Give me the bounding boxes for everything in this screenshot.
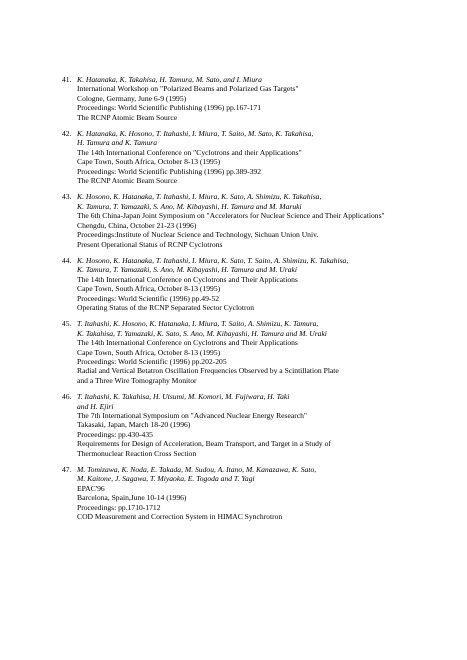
reference-number: 45. bbox=[62, 319, 72, 329]
reference-entry bbox=[62, 256, 454, 312]
reference-entry bbox=[62, 192, 454, 248]
reference-detail-line: Proceedings: World Scientific (1996) pp.49-52 bbox=[77, 293, 220, 303]
reference-detail-line: Operating Status of the RCNP Separated Sector Cyclotron bbox=[77, 302, 255, 312]
reference-detail-line: The 14th International Conference on Cyclotrons and Their Applications bbox=[77, 274, 298, 284]
reference-detail-line: Proceedings:Institute of Nuclear Science and Technology, Sichuan Union Univ. bbox=[77, 230, 319, 240]
reference-detail-line: Cape Town, South Africa, October 8-13 (1995) bbox=[77, 284, 221, 294]
reference-detail-line: COD Measurement and Correction System in HIMAC Synchrotron bbox=[77, 512, 283, 522]
reference-detail-line: Cape Town, South Africa, October 8-13 (1995) bbox=[77, 347, 221, 357]
reference-number: 41. bbox=[62, 75, 72, 84]
reference-list bbox=[62, 75, 454, 528]
reference-detail-line: International Workshop on "Polarized Beams and Polarized Gas Targets" bbox=[77, 84, 299, 94]
reference-authors-line: M. Kaitone, J. Sagawa, T. Miyaoka, E. Togoda and T. Yagi bbox=[77, 474, 255, 484]
reference-authors-line: T. Itahashi, K. Takahisa, H. Utsumi, M. Komori, M. Fujiwara, H. Taki bbox=[77, 392, 290, 402]
reference-detail-line: Proceedings: pp.1710-1712 bbox=[77, 502, 161, 512]
reference-detail-line: Barcelona, Spain,June 10-14 (1996) bbox=[77, 493, 187, 503]
reference-detail-line: and a Three Wire Tomography Monitor bbox=[77, 375, 197, 385]
reference-entry bbox=[62, 319, 454, 385]
reference-entry bbox=[62, 465, 454, 521]
reference-detail-line: The RCNP Atomic Beam Source bbox=[77, 176, 178, 186]
reference-detail-line: Cape Town, South Africa, October 8-13 (1995) bbox=[77, 157, 221, 167]
reference-detail-line: Requirements for Design of Acceleration, Beam Transport, and Target in a Study of bbox=[77, 439, 331, 449]
reference-authors-line: K. Hosono, K. Hatanaka, T. Itahashi, I. Miura, K. Sato, A. Shimizu, K. Takahisa, bbox=[77, 192, 322, 202]
reference-authors-line: K. Hatanaka, K. Hosono, T. Itahashi, I. Miura, T. Saito, M. Sato, K. Takahisa, bbox=[77, 129, 314, 139]
reference-detail-line: The RCNP Atomic Beam Source bbox=[77, 112, 178, 122]
reference-authors-line: K. Hatanaka, K. Takahisa, H. Tamura, M. Sato, and I. Miura bbox=[77, 75, 262, 84]
reference-detail-line: Present Operational Status of RCNP Cyclotrons bbox=[77, 239, 223, 249]
reference-detail-line: Proceedings: World Scientific Publishing (1996) pp.167-171 bbox=[77, 103, 262, 113]
reference-detail-line: Proceedings: World Scientific (1996) pp.202-205 bbox=[77, 356, 227, 366]
reference-detail-line: Chengdu, China, October 21-23 (1996) bbox=[77, 220, 197, 230]
reference-number: 44. bbox=[62, 255, 72, 265]
reference-number: 43. bbox=[62, 192, 72, 202]
reference-number: 47. bbox=[62, 465, 72, 475]
reference-detail-line: Cologne, Germany, June 6-9 (1995) bbox=[77, 93, 187, 103]
reference-authors-line: K. Tamura, T. Yamazaki, S. Ano, M. Kibayashi, H. Tamura and M. Maruki bbox=[77, 201, 302, 211]
reference-authors-line: K. Tamura, T. Yamazaki, S. Ano, M. Kibayashi, H. Tamura and M. Uraki bbox=[77, 265, 297, 275]
reference-number: 42. bbox=[62, 129, 72, 139]
reference-entry bbox=[62, 129, 454, 185]
reference-entry bbox=[62, 392, 454, 458]
reference-authors-line: K. Takahisa, T. Yamazaki, K. Sato, S. Ano, M. Kibayashi, H. Tamura and M. Uraki bbox=[77, 328, 327, 338]
reference-entry bbox=[62, 75, 454, 122]
reference-detail-line: The 7th International Symposium on "Advanced Nuclear Energy Research" bbox=[77, 411, 308, 420]
reference-detail-line: Takasaki, Japan, March 18-20 (1996) bbox=[77, 420, 191, 430]
reference-detail-line: The 14th International Conference on Cyclotrons and Their Applications bbox=[77, 338, 298, 348]
reference-detail-line: EPAC'96 bbox=[77, 483, 105, 493]
reference-number: 46. bbox=[62, 392, 72, 402]
reference-detail-line: The 14th International Conference on "Cyclotrons and their Applications" bbox=[77, 147, 302, 157]
reference-detail-line: Proceedings: World Scientific Publishing (1996) pp.389-392 bbox=[77, 166, 262, 176]
reference-detail-line: Proceedings: pp.430-435 bbox=[77, 429, 153, 439]
reference-authors-line: K. Hosono, K. Hatanaka, T. Itahashi, I. Miura, K. Sato, T. Saito, A. Shimizu, K. Takahisa, bbox=[77, 255, 349, 265]
reference-detail-line: Thermonuclear Reaction Cross Section bbox=[77, 448, 197, 458]
reference-detail-line: Radial and Vertical Betatron Oscillation Frequencies Observed by a Scintillation Plate bbox=[77, 366, 339, 376]
reference-authors-line: and H. Ejiri bbox=[77, 401, 114, 411]
reference-authors-line: T. Itahashi, K. Hosono, K. Hatanaka, I. Miura, T. Saito, A. Shimizu, K. Tamura, bbox=[77, 319, 319, 329]
reference-detail-line: The 6th China-Japan Joint Symposium on "Accelerators for Nuclear Science and Their Applications" bbox=[77, 211, 385, 221]
reference-authors-line: M. Tomizawa, K. Noda, E. Takada, M. Sudou, A. Itano, M. Kanazawa, K. Sato, bbox=[77, 465, 317, 475]
reference-authors-line: H. Tamura and K. Tamura bbox=[77, 138, 158, 148]
